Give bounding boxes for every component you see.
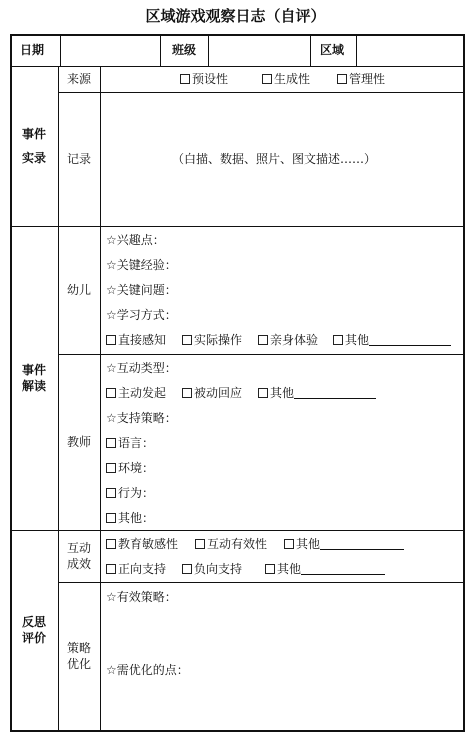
child-option-experience[interactable]: 亲身体验: [258, 332, 318, 348]
class-label: 班级: [172, 43, 197, 57]
fill-in-blank[interactable]: [294, 387, 376, 399]
checkbox-icon: [333, 335, 343, 345]
child-option-practice[interactable]: 实际操作: [182, 332, 242, 348]
child-item-key-question: ☆关键问题：: [106, 283, 177, 297]
date-label: 日期: [20, 43, 45, 57]
support-item-other[interactable]: 其他：: [106, 510, 154, 526]
source-option-preset[interactable]: 预设性: [180, 71, 228, 87]
checkbox-icon: [106, 513, 116, 523]
checkbox-icon: [106, 539, 116, 549]
checkbox-icon: [258, 335, 268, 345]
child-item-learning-method: ☆学习方式：: [106, 308, 177, 322]
section-label-reflect-line2: 评价: [22, 631, 47, 645]
checkbox-icon: [195, 539, 205, 549]
area-label: 区域: [320, 43, 345, 57]
checkbox-icon: [182, 564, 192, 574]
interaction-type-label: ☆互动类型：: [106, 361, 177, 375]
child-option-direct[interactable]: 直接感知: [106, 332, 166, 348]
effect-label-line2: 成效: [67, 557, 92, 571]
section-label-interpret-line1: 事件: [22, 363, 47, 377]
child-item-key-experience: ☆关键经验：: [106, 258, 177, 272]
effect-option-other-1[interactable]: 其他: [284, 536, 404, 552]
checkbox-icon: [182, 335, 192, 345]
support-strategy-label: ☆支持策略：: [106, 411, 177, 425]
section-label-record-line1: 事件: [22, 127, 47, 141]
interaction-option-active[interactable]: 主动发起: [106, 385, 166, 401]
strategy-label-line2: 优化: [67, 657, 92, 671]
checkbox-icon: [106, 388, 116, 398]
section-label-record-line2: 实录: [22, 151, 47, 165]
interaction-option-passive[interactable]: 被动回应: [182, 385, 242, 401]
effect-option-negative[interactable]: 负向支持: [182, 561, 242, 577]
support-item-behavior[interactable]: 行为：: [106, 485, 154, 501]
checkbox-icon: [106, 564, 116, 574]
fill-in-blank[interactable]: [301, 563, 385, 575]
child-option-other[interactable]: 其他: [333, 332, 451, 348]
checkbox-icon: [106, 335, 116, 345]
interaction-option-other[interactable]: 其他: [258, 385, 376, 401]
effect-option-effectiveness[interactable]: 互动有效性: [195, 536, 267, 552]
fill-in-blank[interactable]: [320, 538, 404, 550]
strategy-label-line1: 策略: [67, 641, 92, 655]
source-option-managed[interactable]: 管理性: [337, 71, 385, 87]
teacher-label: 教师: [67, 435, 92, 449]
checkbox-icon: [258, 388, 268, 398]
effect-option-positive[interactable]: 正向支持: [106, 561, 166, 577]
source-option-generated[interactable]: 生成性: [262, 71, 310, 87]
checkbox-icon: [337, 74, 347, 84]
checkbox-icon: [180, 74, 190, 84]
optimize-points-label: ☆需优化的点：: [106, 663, 189, 677]
checkbox-icon: [106, 438, 116, 448]
checkbox-icon: [182, 388, 192, 398]
checkbox-icon: [106, 488, 116, 498]
record-label: 记录: [67, 152, 92, 166]
child-label: 幼儿: [67, 283, 92, 297]
source-label: 来源: [67, 72, 92, 86]
checkbox-icon: [265, 564, 275, 574]
checkbox-icon: [284, 539, 294, 549]
fill-in-blank[interactable]: [369, 334, 451, 346]
effect-label-line1: 互动: [67, 541, 92, 555]
page-title: 区域游戏观察日志（自评）: [145, 7, 326, 25]
checkbox-icon: [106, 463, 116, 473]
checkbox-icon: [262, 74, 272, 84]
child-item-interest: ☆兴趣点：: [106, 233, 165, 247]
support-item-language[interactable]: 语言：: [106, 435, 154, 451]
section-label-interpret-line2: 解读: [22, 379, 47, 393]
support-item-environment[interactable]: 环境：: [106, 460, 154, 476]
record-hint: （白描、数据、照片、图文描述……）: [172, 152, 377, 166]
section-label-reflect-line1: 反思: [22, 615, 47, 629]
effect-option-other-2[interactable]: 其他: [265, 561, 385, 577]
effect-option-sensitivity[interactable]: 教育敏感性: [106, 536, 178, 552]
effective-strategy-label: ☆有效策略：: [106, 590, 177, 604]
